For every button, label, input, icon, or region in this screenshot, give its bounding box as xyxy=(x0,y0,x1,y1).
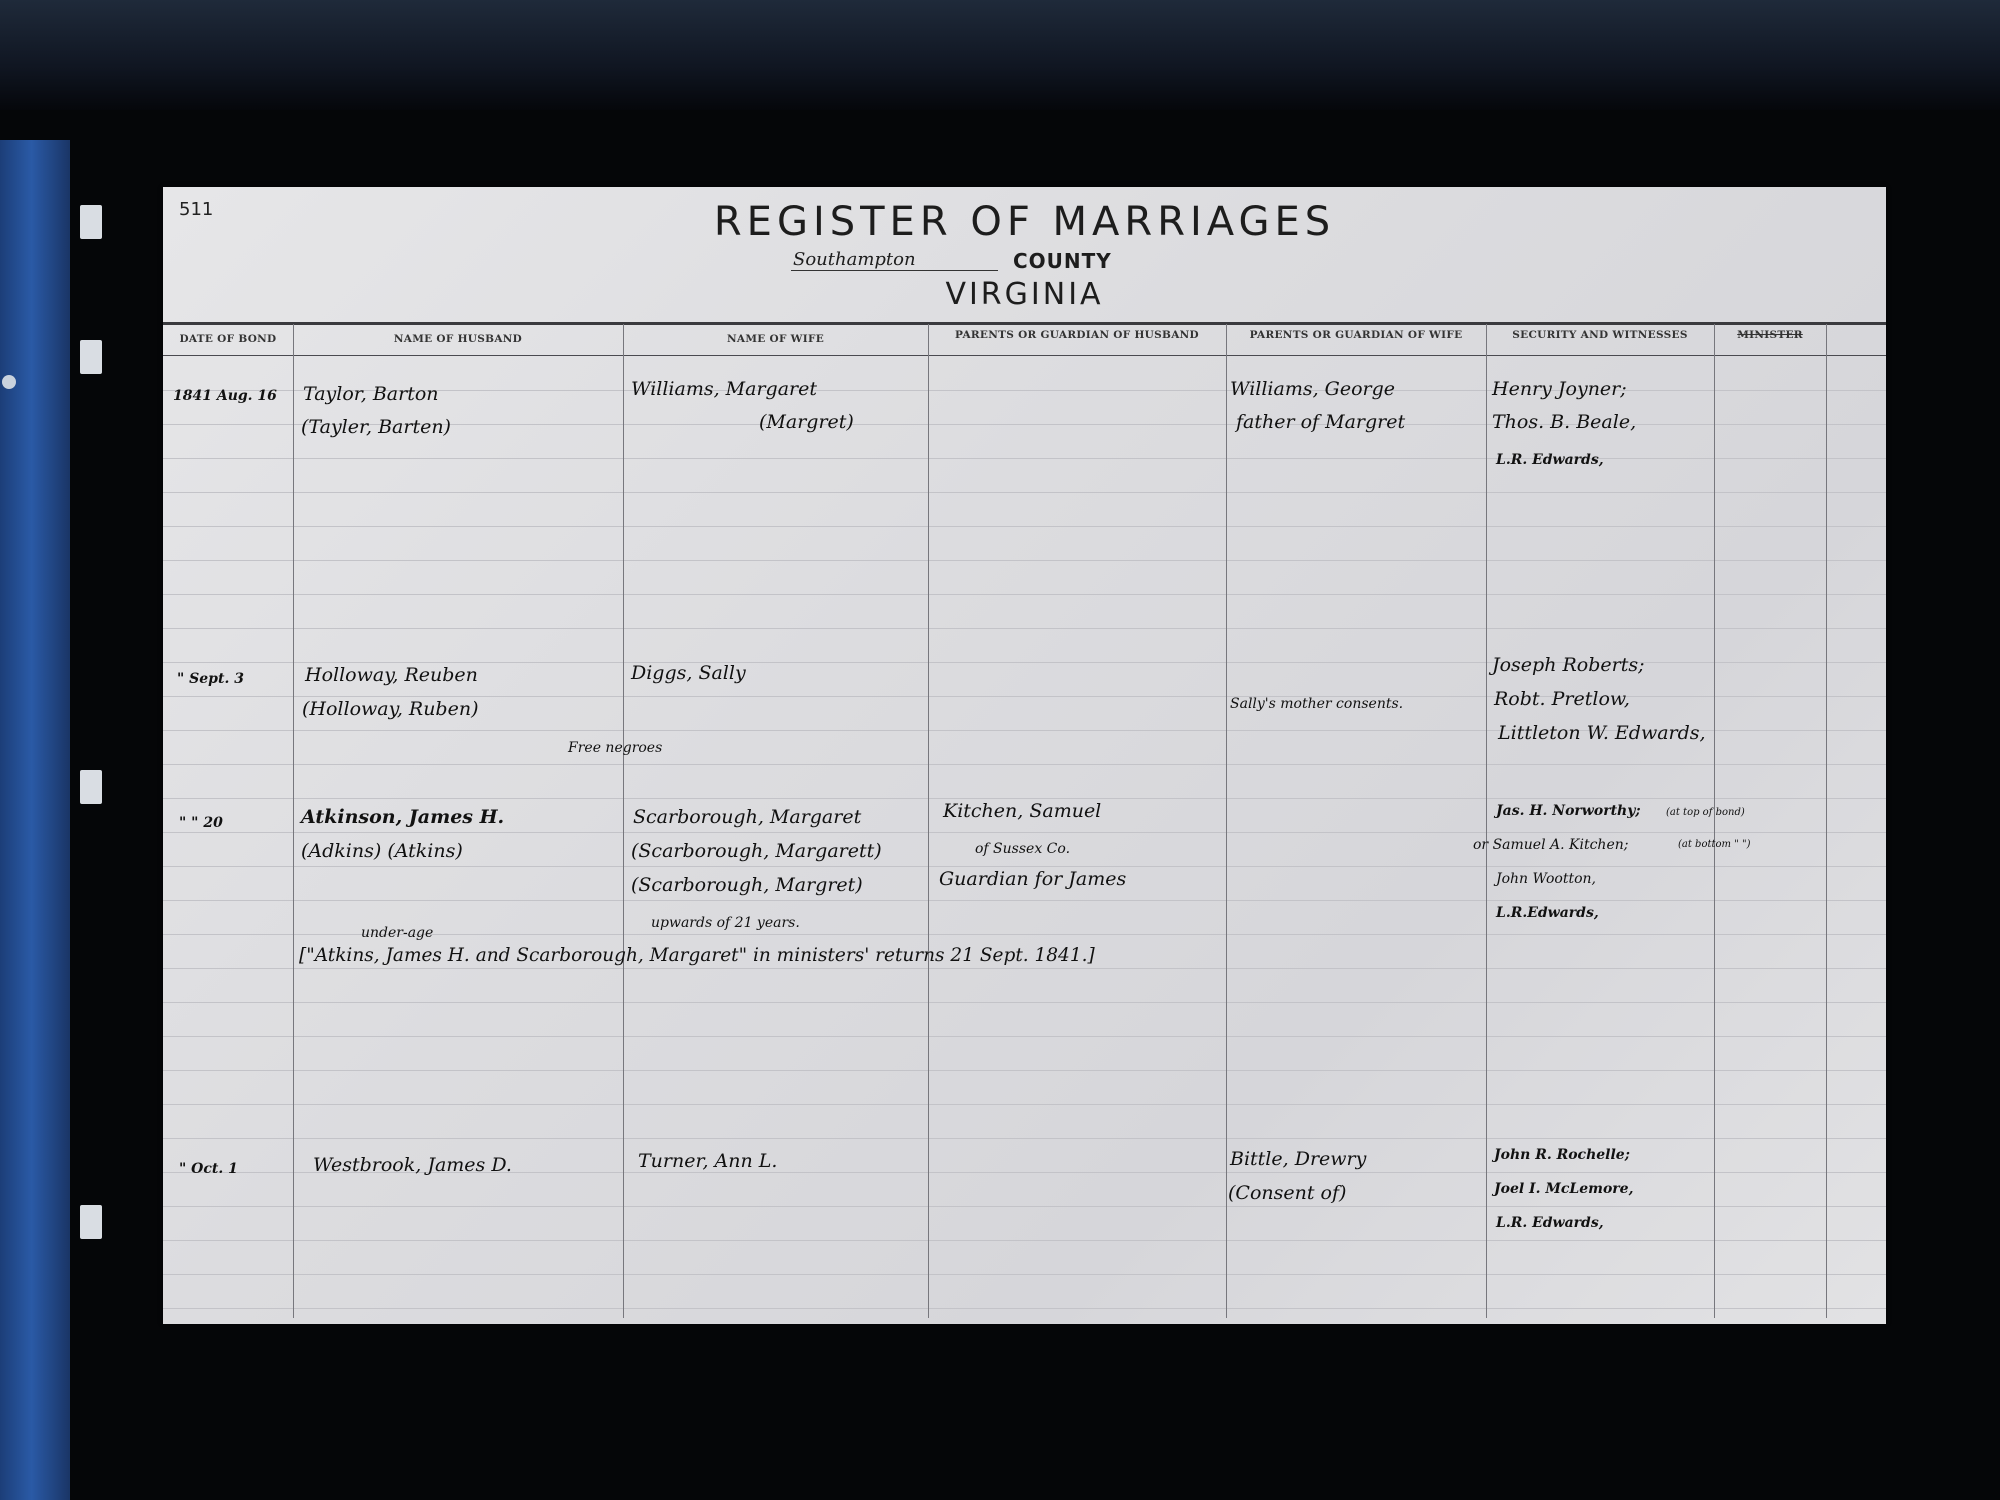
column-header-husband-parents: PARENTS OR GUARDIAN OF HUSBAND xyxy=(955,329,1199,341)
column-divider xyxy=(1226,324,1227,1318)
wife-parent: Sally's mother consents. xyxy=(1230,696,1404,712)
entry-date: 1841 Aug. 16 xyxy=(173,388,277,404)
page-number: 511 xyxy=(179,199,214,220)
wife-name-variant: (Scarborough, Margarett) xyxy=(631,840,882,862)
county-name: Southampton xyxy=(791,249,998,271)
column-divider xyxy=(1826,324,1827,1318)
state-name: VIRGINIA xyxy=(945,277,1104,312)
returns-note: ["Atkins, James H. and Scarborough, Margaret" in ministers' returns 21 Sept. 1841.] xyxy=(299,945,1095,966)
column-divider xyxy=(293,324,294,1318)
page-title: REGISTER OF MARRIAGES xyxy=(713,199,1336,245)
witness: Joseph Roberts; xyxy=(1492,654,1645,676)
ledger-line xyxy=(163,1036,1886,1037)
ledger-line xyxy=(163,1274,1886,1275)
binder-slot xyxy=(80,205,102,239)
husband-name: Taylor, Barton xyxy=(303,383,439,405)
ledger-line xyxy=(163,458,1886,459)
ledger-line xyxy=(163,1070,1886,1071)
wife-parent: Williams, George xyxy=(1230,378,1396,400)
wife-name: Williams, Margaret xyxy=(631,378,817,400)
column-divider xyxy=(928,324,929,1318)
ledger-line xyxy=(163,764,1886,765)
wife-name: Turner, Ann L. xyxy=(638,1150,778,1172)
register-page xyxy=(163,187,1886,1324)
witness: L.R.Edwards, xyxy=(1496,905,1599,921)
column-header-husband: NAME OF HUSBAND xyxy=(393,333,523,345)
blue-binder-cover xyxy=(0,140,70,1500)
entry-note: Free negroes xyxy=(568,740,663,756)
witness: L.R. Edwards, xyxy=(1496,452,1604,468)
witness-note: (at bottom " ") xyxy=(1678,839,1751,850)
witness: Henry Joyner; xyxy=(1492,378,1627,400)
column-divider xyxy=(623,324,624,1318)
county-label: COUNTY xyxy=(1013,249,1112,273)
column-header-witnesses: SECURITY AND WITNESSES xyxy=(1512,329,1688,341)
husband-name: Westbrook, James D. xyxy=(313,1154,512,1176)
entry-date: " " 20 xyxy=(179,815,223,831)
husband-parent-note: of Sussex Co. xyxy=(975,841,1071,857)
entry-date: " Oct. 1 xyxy=(179,1161,238,1177)
header-rule xyxy=(163,322,1886,325)
ledger-line xyxy=(163,1308,1886,1309)
wife-name-variant: (Scarborough, Margret) xyxy=(631,874,863,896)
ledger-line xyxy=(163,526,1886,527)
ledger-line xyxy=(163,1240,1886,1241)
witness: Joel I. McLemore, xyxy=(1494,1181,1634,1197)
husband-name-variant: (Adkins) (Atkins) xyxy=(301,840,463,862)
column-header-wife-parents: PARENTS OR GUARDIAN OF WIFE xyxy=(1249,329,1463,341)
ledger-line xyxy=(163,628,1886,629)
husband-name-variant: (Tayler, Barten) xyxy=(301,416,451,438)
ledger-line xyxy=(163,1138,1886,1139)
husband-parent: Kitchen, Samuel xyxy=(943,800,1102,822)
wife-parent: Bittle, Drewry xyxy=(1230,1148,1367,1170)
witness: John Wootton, xyxy=(1496,871,1596,887)
ledger-line xyxy=(163,1206,1886,1207)
witness: John R. Rochelle; xyxy=(1494,1147,1630,1163)
ledger-line xyxy=(163,968,1886,969)
ledger-line xyxy=(163,900,1886,901)
entry-date: " Sept. 3 xyxy=(177,671,244,687)
wife-parent-note: (Consent of) xyxy=(1228,1182,1347,1204)
husband-name: Holloway, Reuben xyxy=(305,664,478,686)
background-top xyxy=(0,0,2000,110)
witness: or Samuel A. Kitchen; xyxy=(1473,837,1629,853)
binder-ring xyxy=(2,375,16,389)
witness-note: (at top of bond) xyxy=(1666,807,1745,818)
column-divider xyxy=(1486,324,1487,1318)
husband-name: Atkinson, James H. xyxy=(301,806,505,828)
county-line xyxy=(791,249,1291,277)
husband-name-variant: (Holloway, Ruben) xyxy=(302,698,479,720)
column-header-wife: NAME OF WIFE xyxy=(726,333,825,345)
ledger-line xyxy=(163,492,1886,493)
column-header-date: DATE OF BOND xyxy=(179,333,277,345)
ledger-line xyxy=(163,1104,1886,1105)
husband-parent-note: Guardian for James xyxy=(939,868,1127,890)
wife-parent-note: father of Margret xyxy=(1236,411,1406,433)
witness: Thos. B. Beale, xyxy=(1492,411,1637,433)
wife-name-variant: (Margret) xyxy=(759,411,854,433)
witness: Robt. Pretlow, xyxy=(1494,688,1630,710)
ledger-line xyxy=(163,594,1886,595)
husband-note: under-age xyxy=(361,925,434,941)
binder-slot xyxy=(80,1205,102,1239)
ledger-line xyxy=(163,1002,1886,1003)
wife-note: upwards of 21 years. xyxy=(651,915,800,931)
binder-slot xyxy=(80,340,102,374)
witness: L.R. Edwards, xyxy=(1496,1215,1604,1231)
witness: Jas. H. Norworthy; xyxy=(1496,803,1641,819)
wife-name: Diggs, Sally xyxy=(631,662,746,684)
column-header-minister: MINISTER xyxy=(1737,329,1803,341)
binder-slot xyxy=(80,770,102,804)
witness: Littleton W. Edwards, xyxy=(1498,722,1706,744)
wife-name: Scarborough, Margaret xyxy=(633,806,862,828)
header-rule xyxy=(163,355,1886,356)
ledger-line xyxy=(163,560,1886,561)
